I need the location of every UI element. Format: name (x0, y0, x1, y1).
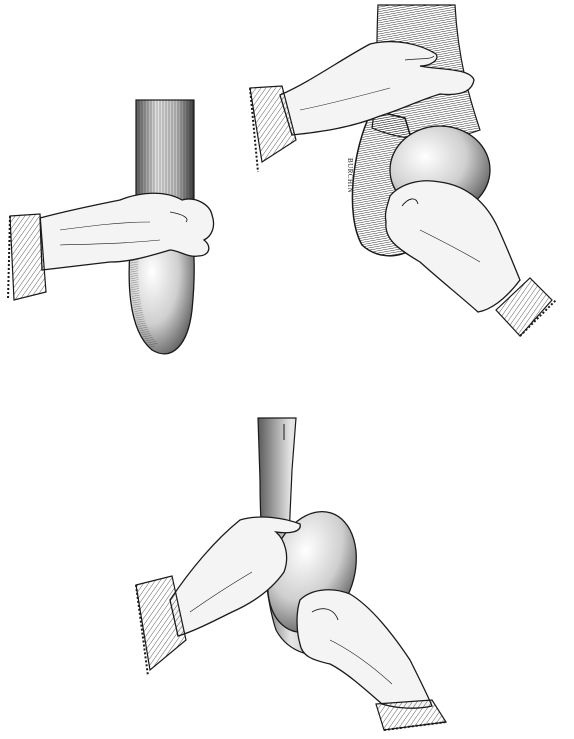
engraver-signature: BURCHIN (346, 158, 354, 194)
right-hand (297, 590, 432, 708)
right-cuff (376, 700, 446, 730)
cuff (10, 214, 46, 300)
figure-upper-right (250, 5, 556, 336)
figure-bottom (136, 418, 446, 730)
figure-upper-left (8, 100, 214, 354)
lower-hand (385, 181, 520, 312)
